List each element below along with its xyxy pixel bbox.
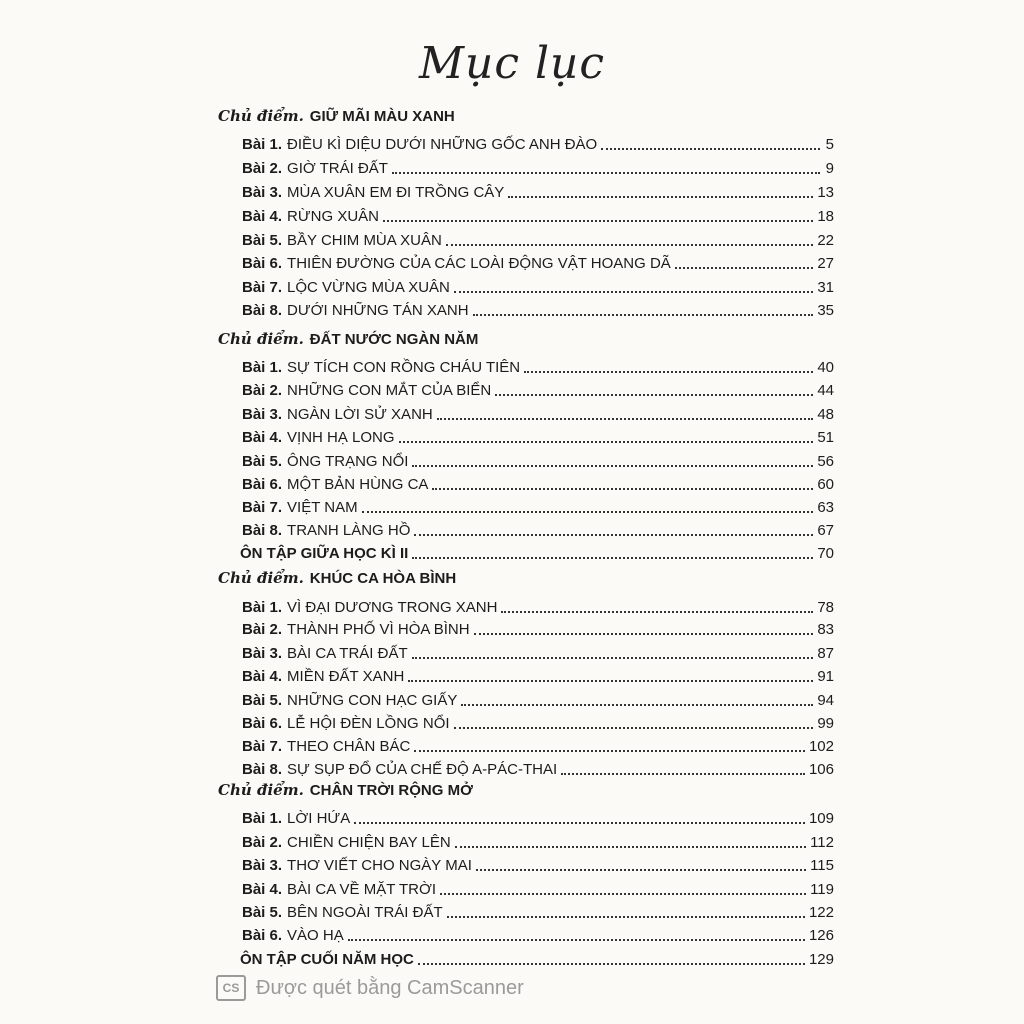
lesson-title: THÀNH PHỐ VÌ HÒA BÌNH (287, 621, 470, 638)
dot-leader (474, 632, 814, 635)
toc-entry[interactable] (242, 641, 834, 663)
dot-leader (561, 772, 805, 775)
lesson-title: MIỀN ĐẤT XANH (287, 668, 405, 685)
lesson-number: Bài 6. (242, 476, 283, 493)
toc-entry[interactable] (242, 378, 834, 400)
lesson-number: Bài 1. (242, 136, 283, 153)
dot-leader (383, 219, 813, 222)
lesson-number: Bài 8. (242, 761, 283, 778)
lesson-title: CHIỀN CHIỆN BAY LÊN (287, 834, 451, 851)
page-number: 22 (817, 232, 834, 249)
lesson-number: Bài 1. (242, 599, 283, 616)
lesson-number: Bài 3. (242, 645, 283, 662)
lesson-title: ÔN TẬP GIỮA HỌC KÌ II (240, 545, 409, 562)
lesson-number: Bài 7. (242, 279, 283, 296)
toc-entry[interactable] (242, 877, 834, 899)
lesson-number: Bài 5. (242, 904, 283, 921)
page-number: 67 (817, 522, 834, 539)
page-number: 115 (810, 857, 834, 874)
toc-entry[interactable] (242, 180, 834, 202)
dot-leader (601, 147, 820, 150)
lesson-number: Bài 8. (242, 302, 283, 319)
page-number: 78 (817, 599, 834, 616)
lesson-number: Bài 2. (242, 621, 283, 638)
toc-entry[interactable] (240, 947, 834, 969)
dot-leader (455, 845, 806, 848)
lesson-title: ĐIỀU KÌ DIỆU DƯỚI NHỮNG GỐC ANH ĐÀO (287, 136, 598, 153)
lesson-number: Bài 2. (242, 160, 283, 177)
lesson-title: ÔN TẬP CUỐI NĂM HỌC (240, 951, 414, 968)
watermark-text: Được quét bằng CamScanner (256, 976, 524, 999)
toc-entry[interactable] (242, 711, 834, 733)
lesson-title: LỄ HỘI ĐÈN LỒNG NỔI (287, 715, 450, 732)
section-prefix: Chủ điểm. (218, 107, 304, 125)
dot-leader (508, 195, 813, 198)
dot-leader (501, 610, 813, 613)
section-prefix: Chủ điểm. (218, 569, 304, 587)
dot-leader (675, 266, 813, 269)
toc-entry[interactable] (242, 595, 834, 617)
page-number: 18 (817, 208, 834, 225)
toc-entry[interactable] (242, 275, 834, 297)
dot-leader (392, 171, 820, 174)
lesson-number: Bài 3. (242, 857, 283, 874)
dot-leader (440, 892, 806, 895)
dot-leader (414, 749, 805, 752)
lesson-title: THIÊN ĐƯỜNG CỦA CÁC LOÀI ĐỘNG VẬT HOANG DÃ (287, 255, 671, 272)
dot-leader (418, 962, 805, 965)
toc-entry[interactable] (242, 664, 834, 686)
toc-entry[interactable] (242, 617, 834, 639)
lesson-title: DƯỚI NHỮNG TÁN XANH (287, 302, 469, 319)
dot-leader (454, 290, 813, 293)
page-number: 44 (817, 382, 834, 399)
page-number: 27 (817, 255, 834, 272)
lesson-number: Bài 1. (242, 359, 283, 376)
lesson-title: THƠ VIẾT CHO NGÀY MAI (287, 857, 472, 874)
lesson-title: THEO CHÂN BÁC (287, 738, 411, 755)
dot-leader (412, 556, 813, 559)
section-header (218, 777, 473, 799)
toc-entry[interactable] (242, 830, 834, 852)
page-number: 31 (817, 279, 834, 296)
section-title: GIỮ MÃI MÀU XANH (309, 108, 455, 125)
page-number: 129 (808, 951, 834, 968)
scanner-watermark (216, 975, 524, 1001)
lesson-title: RỪNG XUÂN (287, 208, 380, 225)
toc-entry[interactable] (242, 425, 834, 447)
page-number: 70 (817, 545, 834, 562)
lesson-title: BẦY CHIM MÙA XUÂN (287, 232, 442, 249)
lesson-number: Bài 7. (242, 499, 283, 516)
lesson-title: BÀI CA TRÁI ĐẤT (287, 645, 408, 662)
section-header (218, 326, 478, 348)
lesson-title: SỰ TÍCH CON RỒNG CHÁU TIÊN (287, 359, 521, 376)
dot-leader (408, 679, 813, 682)
dot-leader (414, 533, 813, 536)
toc-entry[interactable] (242, 355, 834, 377)
toc-entry[interactable] (242, 806, 834, 828)
lesson-number: Bài 6. (242, 927, 283, 944)
lesson-number: Bài 4. (242, 429, 283, 446)
page-number: 5 (825, 136, 834, 153)
toc-entry[interactable] (242, 472, 834, 494)
toc-entry[interactable] (242, 156, 834, 178)
lesson-title: VÀO HẠ (287, 927, 344, 944)
dot-leader (362, 510, 814, 513)
dot-leader (447, 915, 805, 918)
dot-leader (412, 464, 813, 467)
lesson-number: Bài 1. (242, 810, 283, 827)
page-number: 13 (817, 184, 834, 201)
dot-leader (461, 703, 813, 706)
dot-leader (495, 393, 813, 396)
lesson-title: BÊN NGOÀI TRÁI ĐẤT (287, 904, 443, 921)
lesson-title: GIỜ TRÁI ĐẤT (287, 160, 388, 177)
lesson-number: Bài 2. (242, 382, 283, 399)
page-number: 63 (817, 499, 834, 516)
page-number: 91 (817, 668, 834, 685)
toc-entry[interactable] (242, 734, 834, 756)
lesson-title: NHỮNG CON HẠC GIẤY (287, 692, 458, 709)
section-title: CHÂN TRỜI RỘNG MỞ (309, 782, 473, 799)
toc-entry[interactable] (240, 541, 834, 563)
lesson-title: VỊNH HẠ LONG (287, 429, 395, 446)
lesson-number: Bài 6. (242, 715, 283, 732)
toc-entry[interactable] (242, 853, 834, 875)
lesson-number: Bài 6. (242, 255, 283, 272)
page-number: 48 (817, 406, 834, 423)
lesson-number: Bài 4. (242, 208, 283, 225)
page-number: 119 (810, 881, 834, 898)
toc-entry[interactable] (242, 204, 834, 226)
toc-entry[interactable] (242, 251, 834, 273)
page-number: 106 (808, 761, 834, 778)
lesson-number: Bài 5. (242, 453, 283, 470)
toc-entry[interactable] (242, 900, 834, 922)
lesson-number: Bài 4. (242, 668, 283, 685)
page-number: 109 (808, 810, 834, 827)
toc-entry[interactable] (242, 495, 834, 517)
lesson-title: ÔNG TRẠNG NỔI (287, 453, 409, 470)
dot-leader (446, 243, 814, 246)
page-number: 35 (817, 302, 834, 319)
page-number: 40 (817, 359, 834, 376)
toc-entry[interactable] (242, 518, 834, 540)
section-header (218, 103, 455, 125)
lesson-number: Bài 2. (242, 834, 283, 851)
page-number: 9 (825, 160, 834, 177)
lesson-number: Bài 5. (242, 232, 283, 249)
page-number: 122 (808, 904, 834, 921)
page-number: 56 (817, 453, 834, 470)
dot-leader (399, 440, 814, 443)
lesson-title: TRANH LÀNG HỒ (287, 522, 411, 539)
lesson-title: BÀI CA VỀ MẶT TRỜI (287, 881, 437, 898)
page-number: 87 (817, 645, 834, 662)
section-prefix: Chủ điểm. (218, 781, 304, 799)
section-prefix: Chủ điểm. (218, 330, 304, 348)
toc-entry[interactable] (242, 298, 834, 320)
lesson-title: MỘT BẢN HÙNG CA (287, 476, 429, 493)
lesson-number: Bài 8. (242, 522, 283, 539)
lesson-title: SỰ SỤP ĐỔ CỦA CHẾ ĐỘ A-PÁC-THAI (287, 761, 558, 778)
section-title: KHÚC CA HÒA BÌNH (309, 570, 457, 587)
dot-leader (412, 656, 814, 659)
dot-leader (432, 487, 813, 490)
toc-entry[interactable] (242, 688, 834, 710)
dot-leader (354, 821, 805, 824)
page-number: 60 (817, 476, 834, 493)
lesson-number: Bài 3. (242, 184, 283, 201)
dot-leader (476, 868, 806, 871)
section-header (218, 565, 456, 587)
lesson-number: Bài 4. (242, 881, 283, 898)
page-number: 51 (817, 429, 834, 446)
toc-entry[interactable] (242, 402, 834, 424)
toc-entry[interactable] (242, 132, 834, 154)
page-number: 94 (817, 692, 834, 709)
page-number: 83 (817, 621, 834, 638)
lesson-title: MÙA XUÂN EM ĐI TRỒNG CÂY (287, 184, 505, 201)
dot-leader (437, 417, 814, 420)
page-number: 99 (817, 715, 834, 732)
camscanner-logo-icon: CS (216, 975, 246, 1001)
dot-leader (348, 938, 805, 941)
lesson-title: NHỮNG CON MẮT CỦA BIỂN (287, 382, 492, 399)
toc-entry[interactable] (242, 228, 834, 250)
lesson-title: LỜI HỨA (287, 810, 351, 827)
toc-entry[interactable] (242, 757, 834, 779)
lesson-title: VÌ ĐẠI DƯƠNG TRONG XANH (287, 599, 498, 616)
page-number: 102 (808, 738, 834, 755)
lesson-title: NGÀN LỜI SỬ XANH (287, 406, 433, 423)
page-title: Mục lục (418, 38, 606, 89)
section-title: ĐẤT NƯỚC NGÀN NĂM (309, 331, 479, 348)
lesson-number: Bài 3. (242, 406, 283, 423)
dot-leader (473, 313, 814, 316)
lesson-number: Bài 7. (242, 738, 283, 755)
page-number: 112 (810, 834, 834, 851)
dot-leader (454, 726, 814, 729)
toc-entry[interactable] (242, 449, 834, 471)
dot-leader (524, 370, 813, 373)
lesson-title: VIỆT NAM (287, 499, 358, 516)
lesson-number: Bài 5. (242, 692, 283, 709)
lesson-title: LỘC VỪNG MÙA XUÂN (287, 279, 450, 296)
toc-entry[interactable] (242, 923, 834, 945)
page-number: 126 (808, 927, 834, 944)
